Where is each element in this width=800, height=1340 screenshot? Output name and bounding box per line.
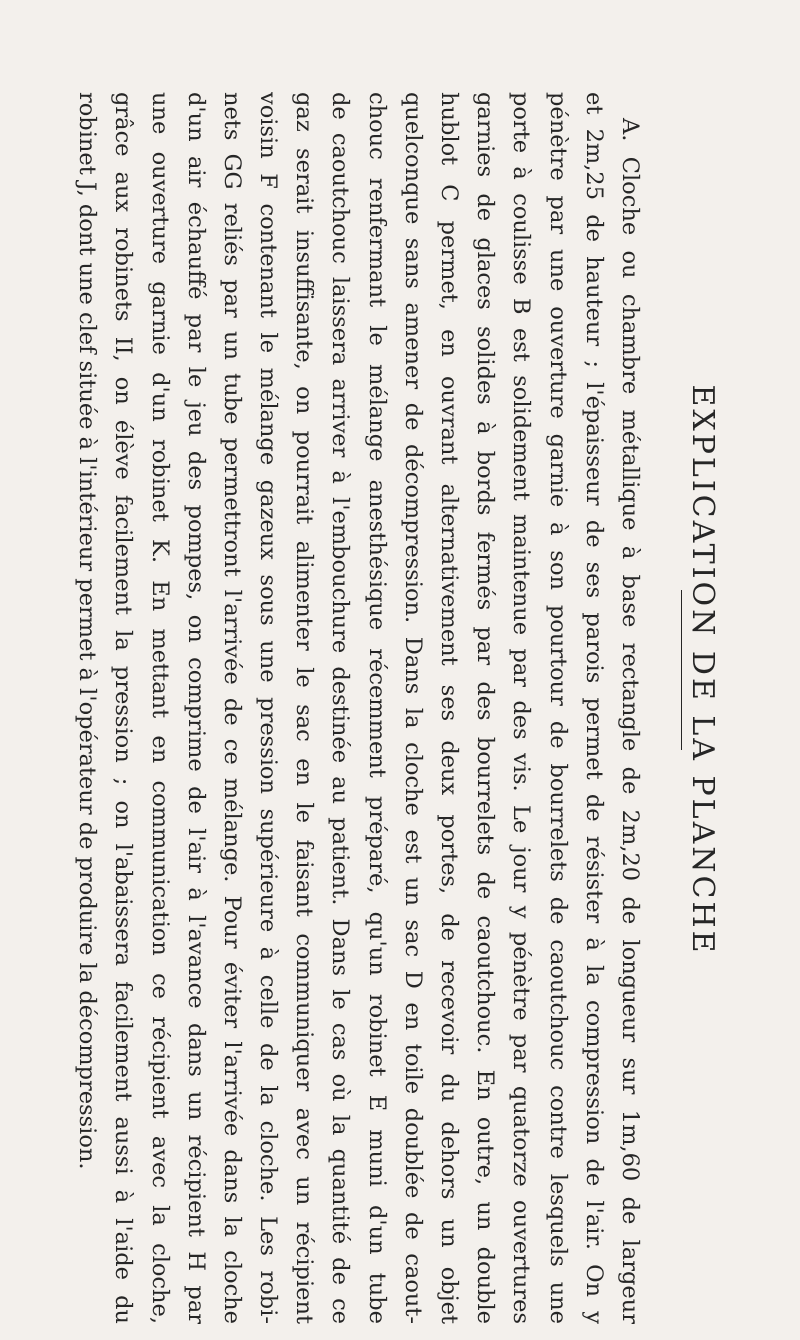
explanation-paragraph [69,92,648,1324]
text-line: de caoutchouc laissera arriver à l'embouchure destinée au patient. Dans le cas où la quantité de ce [327,92,354,1324]
text-line: A. Cloche ou chambre métallique à base rectangle de 2m,20 de longueur sur 1m,60 de largeur [617,118,643,1324]
text-line: gaz serait insuffisante, on pourrait alimenter le sac en le faisant communiquer avec un récipient [291,92,318,1324]
text-line: pénètre par une ouverture garnie à son pourtour de bourrelets de caoutchouc contre lesquels une [544,92,571,1324]
text-line: nets GG reliés par un tube permettront l'arrivée de ce mélange. Pour éviter l'arrivée dans la cloche [218,92,245,1324]
text-line: garnies de glaces solides à bords fermés par des bourrelets de caoutchouc. En outre, un double [472,92,499,1324]
text-line: hublot C permet, en ouvrant alternativement ses deux portes, de recevoir du dehors un objet [436,92,463,1324]
text-line: chouc renfermant le mélange anesthésique récemment préparé, qu'un robinet E muni d'un tube [363,92,390,1324]
text-line: et 2m,25 de hauteur ; l'épaisseur de ses parois permet de résister à la compression de l'air. On y [580,92,607,1324]
text-line: une ouverture garnie d'un robinet K. En mettant en communication ce récipient avec la cloche, [146,92,173,1324]
text-line: quelconque sans amener de décompression. Dans la cloche est un sac D en toile doublée de caout- [399,92,426,1324]
text-line: porte à coulisse B est solidement maintenue par des vis. Le jour y pénètre par quatorze ouvertures [508,92,535,1324]
text-line: grâce aux robinets II, on élève facilement la pression ; on l'abaissera facilement aussi à l'aide du [110,92,137,1324]
heading-rule [681,590,682,750]
text-line: robinet J, dont une clef située à l'intérieur permet à l'opérateur de produire la décompression. [74,92,101,1170]
text-line: d'un air échauffé par le jeu des pompes, on comprime de l'air à l'avance dans un récipient H par [182,92,209,1324]
text-line: voisin F contenant le mélange gazeux sous une pression supérieure à celle de la cloche. Les robi- [255,92,282,1324]
page-heading: EXPLICATION DE LA PLANCHE [685,384,720,956]
